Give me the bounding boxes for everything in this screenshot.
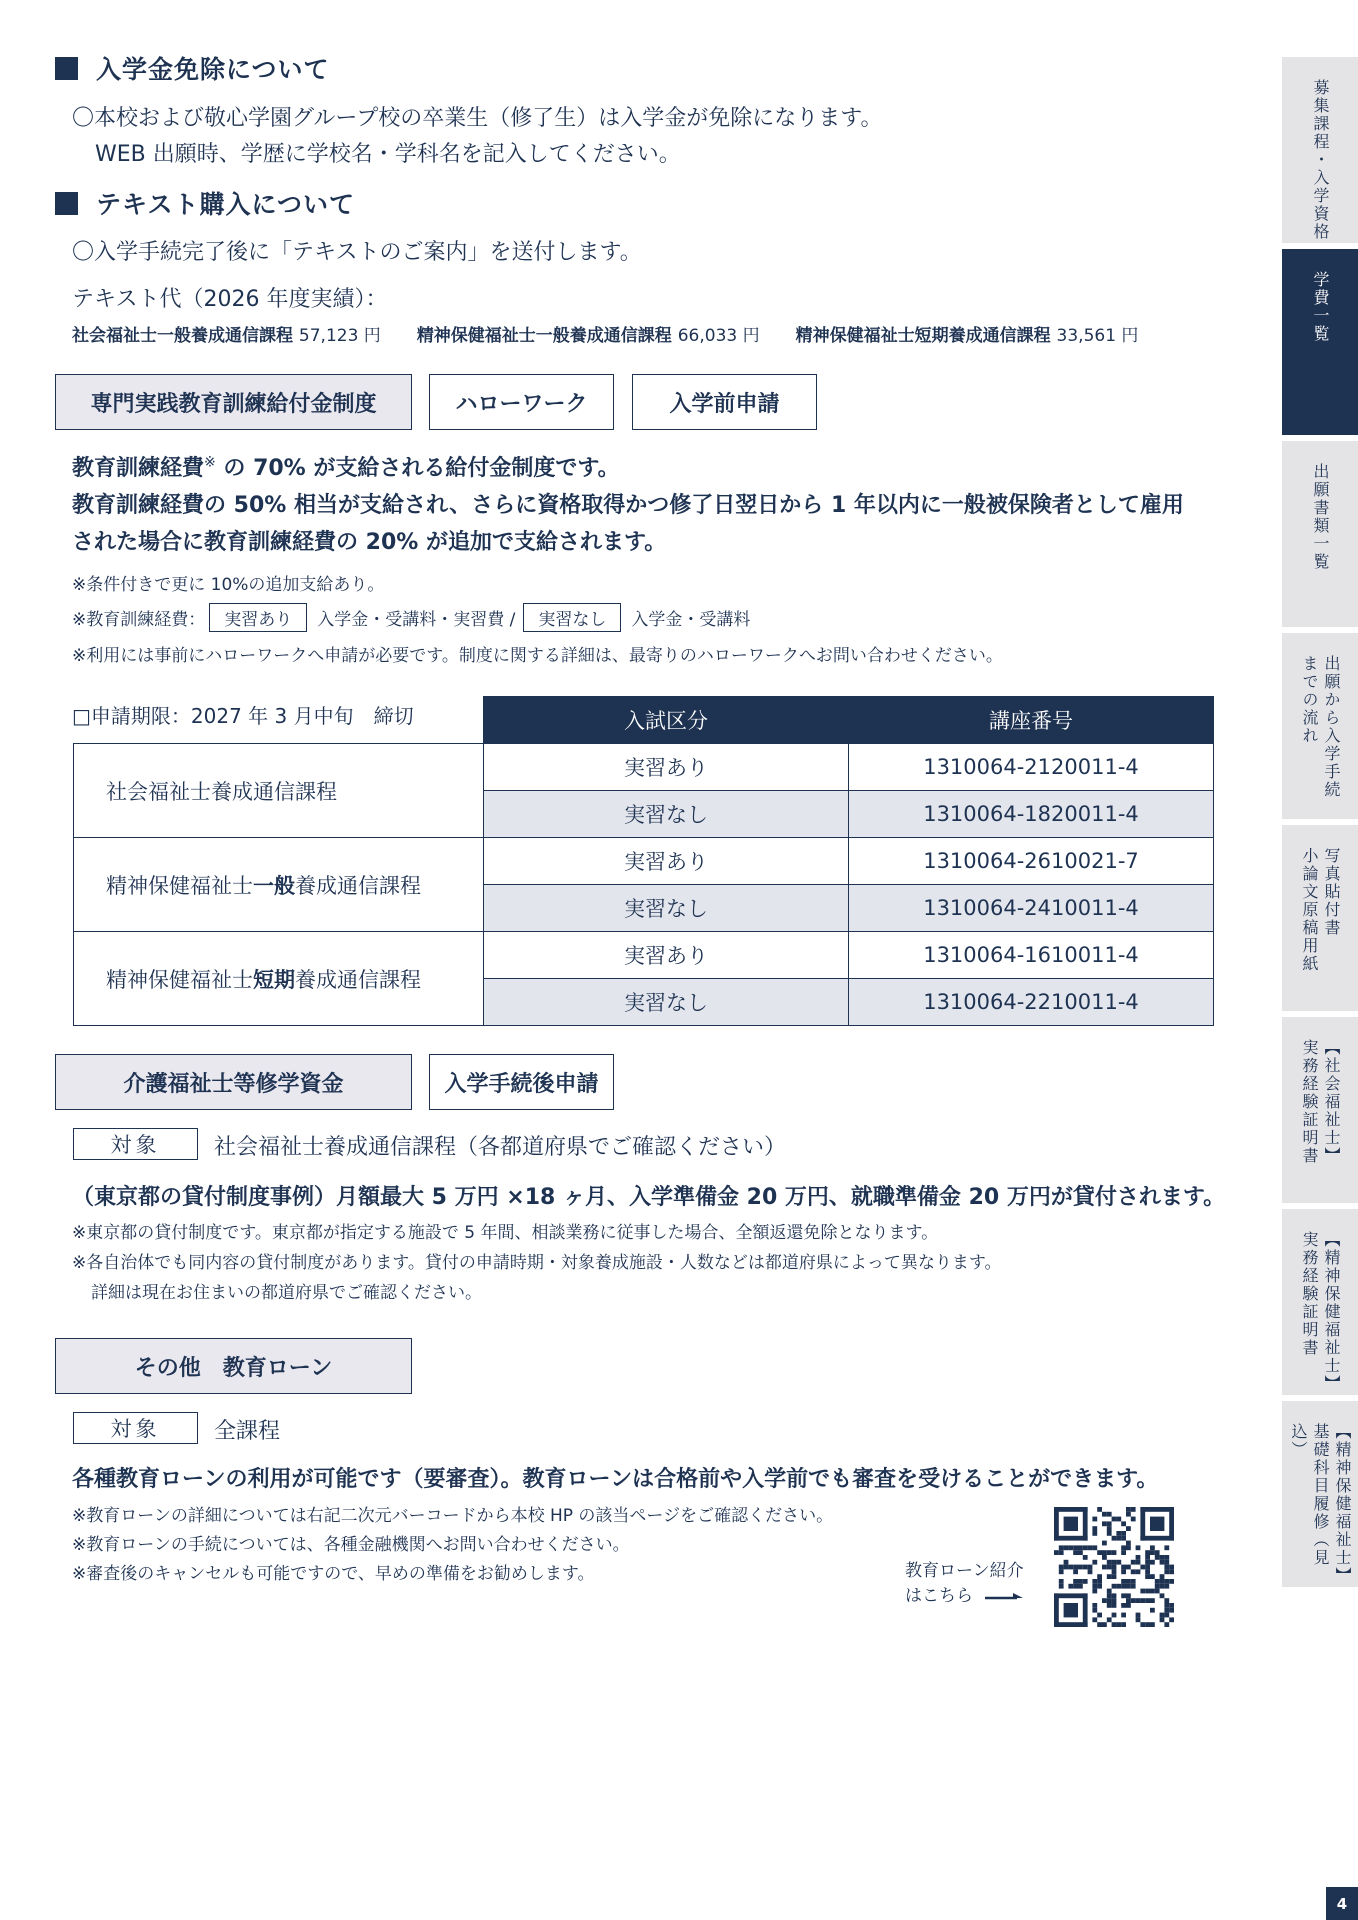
side-tab[interactable] [1282,1401,1358,1587]
side-tab[interactable] [1282,633,1358,819]
loan-note3: ※審査後のキャンセルも可能ですので、早めの準備をお勧めします。 [72,1564,595,1584]
loan-target-text: 全課程 [214,1419,281,1444]
side-tab-label: 実務経験証明書 [1300,1039,1319,1165]
application-deadline: □申請期限：2027 年 3 月中旬 締切 [72,704,414,728]
table-header-row [74,697,1214,744]
care-note1: ※東京都の貸付制度です。東京都が指定する施設で 5 年間、相談業務に従事した場合、全額返還免除となります。 [72,1223,939,1243]
exam-type-cell: 実習なし [484,885,849,932]
side-tab-label: 学費一覧 [1311,271,1330,343]
benefit-bold-line1: 教育訓練経費※ の 70% が支給される給付金制度です。 [72,454,620,481]
square-bullet-icon [55,57,78,80]
exam-type-cell: 実習なし [484,979,849,1026]
course-code-cell: 1310064-1610011-4 [849,932,1214,979]
side-tab[interactable] [1282,441,1358,627]
benefit-note2: ※教育訓練経費： 実習あり 入学金・受講料・実習費 / 実習なし 入学金・受講料 [72,603,750,632]
care-target-text: 社会福祉士養成通信課程（各都道府県でご確認ください） [214,1135,787,1160]
header-exam-type: 入試区分 [484,697,849,744]
side-tab-label: 出願から入学手続 [1322,655,1341,799]
care-note2: ※各自治体でも同内容の貸付制度があります。貸付の申請時期・対象養成施設・人数などは都道府県によって異なります。 [72,1253,1002,1273]
care-note3: 詳細は現在お住まいの都道府県でご確認ください。 [91,1283,482,1303]
label-training-benefit: 専門実践教育訓練給付金制度 [55,374,412,430]
side-tab-label: 募集課程・入学資格 [1311,79,1330,241]
price-item: 精神保健福祉士短期養成通信課程 33,561 円 [795,326,1139,346]
header-course-code: 講座番号 [849,697,1214,744]
side-tab-label: 写真貼付書 [1322,847,1341,937]
side-tab[interactable] [1282,57,1358,243]
table-row [74,932,1214,979]
benefit-note1: ※条件付きで更に 10%の追加支給あり。 [72,575,385,595]
course-code-cell: 1310064-2210011-4 [849,979,1214,1026]
loan-note1: ※教育ローンの詳細については右記二次元バーコードから本校 HP の該当ページをご確認ください。 [72,1506,834,1526]
course-name-cell: 社会福祉士養成通信課程 [74,744,484,838]
benefit-note3: ※利用には事前にハローワークへ申請が必要です。制度に関する詳細は、最寄りのハローワークへお問い合わせください。 [72,646,1003,666]
label-care-scholarship: 介護福祉士等修学資金 [55,1054,412,1110]
textbook-price-list [72,321,1138,346]
course-name-cell: 精神保健福祉士一般養成通信課程 [74,838,484,932]
target-label: 対象 [73,1412,198,1444]
side-tab-label: 出願書類一覧 [1311,463,1330,571]
benefit-bold-line3: された場合に教育訓練経費の 20% が追加で支給されます。 [72,530,667,555]
side-tab-label: 小論文原稿用紙 [1300,847,1319,973]
label-post-admission: 入学手続後申請 [429,1054,614,1110]
side-tab[interactable] [1282,249,1358,435]
course-code-cell: 1310064-2120011-4 [849,744,1214,791]
price-item: 精神保健福祉士一般養成通信課程 66,033 円 [416,326,760,346]
label-hello-work: ハローワーク [429,374,614,430]
side-tab-label: 基礎科目履修（見込） [1289,1423,1330,1567]
qr-code-icon[interactable] [1054,1507,1174,1627]
label-education-loan: その他 教育ローン [55,1338,412,1394]
textbook-price-title: テキスト代（2026 年度実績）： [72,287,388,312]
exam-type-cell: 実習あり [484,838,849,885]
side-tab-label: 【社会福祉士】 [1322,1039,1341,1165]
exam-type-cell: 実習あり [484,744,849,791]
side-tab[interactable] [1282,825,1358,1011]
course-code-cell: 1310064-1820011-4 [849,791,1214,838]
qr-caption: 教育ローン紹介 はこちら [905,1561,1024,1606]
page-number: 4 [1326,1887,1358,1920]
course-code-table [73,696,1214,1026]
course-name-cell: 精神保健福祉士短期養成通信課程 [74,932,484,1026]
square-bullet-icon [55,192,78,215]
side-tab-label: 【精神保健福祉士】 [1322,1231,1341,1393]
target-label: 対象 [73,1128,198,1160]
admission-fee-line2: WEB 出願時、学歴に学校名・学科名を記入してください。 [95,142,681,167]
course-code-cell: 1310064-2410011-4 [849,885,1214,932]
admission-fee-line1: 〇本校および敬心学園グループ校の卒業生（修了生）は入学金が免除になります。 [72,106,883,131]
side-tab-label: までの流れ [1300,655,1319,745]
tag-practicum-yes: 実習あり [209,603,307,632]
section-heading-admission-fee: 入学金免除について [55,50,330,86]
side-tab-label: 【精神保健福祉士】 [1333,1423,1352,1585]
loan-bold-text: 各種教育ローンの利用が可能です（要審査）。教育ローンは合格前や入学前でも審査を受けることができます。 [72,1467,1159,1492]
care-bold-text: （東京都の貸付制度事例）月額最大 5 万円 ×18 ヶ月、入学準備金 20 万円、就職準備金 20 万円が貸付されます。 [72,1185,1226,1210]
tag-practicum-no: 実習なし [523,603,621,632]
side-tab-label: 実務経験証明書 [1300,1231,1319,1357]
label-pre-admission: 入学前申請 [632,374,817,430]
price-item: 社会福祉士一般養成通信課程 57,123 円 [72,326,381,346]
arrow-right-icon [985,1591,1025,1603]
side-tab[interactable] [1282,1209,1358,1395]
table-row [74,744,1214,791]
exam-type-cell: 実習あり [484,932,849,979]
loan-note2: ※教育ローンの手続については、各種金融機関へお問い合わせください。 [72,1535,630,1555]
exam-type-cell: 実習なし [484,791,849,838]
table-row [74,838,1214,885]
textbook-line1: 〇入学手続完了後に「テキストのご案内」を送付します。 [72,240,642,265]
course-code-cell: 1310064-2610021-7 [849,838,1214,885]
side-tab[interactable] [1282,1017,1358,1203]
benefit-bold-line2: 教育訓練経費の 50% 相当が支給され、さらに資格取得かつ修了日翌日から 1 年以内に一般被保険者として雇用 [72,493,1184,518]
section-heading-textbook: テキスト購入について [55,185,355,221]
